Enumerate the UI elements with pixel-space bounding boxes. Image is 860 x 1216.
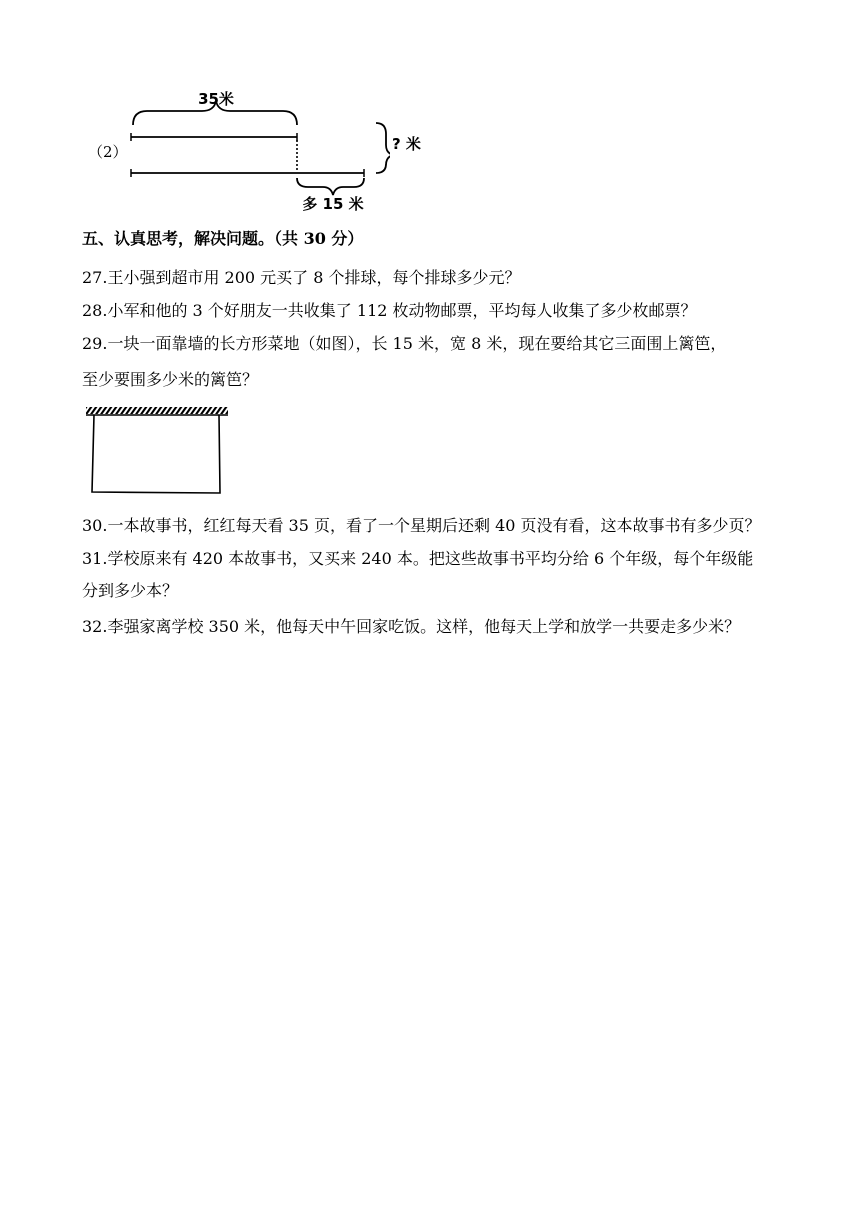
problem-32 <box>82 614 740 640</box>
problem-text-line: 至少要围多少米的篱笆？ <box>82 370 259 389</box>
problem-text-line: 30.一本故事书，红红每天看 35 页，看了一个星期后还剩 40 页没有看，这本故事书有多少页？ <box>82 516 761 535</box>
problem-text-line: 29.一块一面靠墙的长方形菜地（如图），长 15 米，宽 8 米，现在要给其它三面围上篱笆， <box>82 334 727 353</box>
problem-30 <box>82 513 761 539</box>
wall-hatch <box>86 407 228 414</box>
problem-31 <box>82 546 753 604</box>
bottom-brace <box>297 178 364 195</box>
diagram-top-label: 35米 <box>198 90 234 108</box>
garden-rectangle <box>92 415 220 493</box>
diagram-item-number: （2） <box>88 143 128 161</box>
top-brace <box>133 101 297 125</box>
problem-text-line: 分到多少本？ <box>82 581 179 600</box>
diagram-right-label: ? 米 <box>392 135 421 153</box>
problem-text-line: 32.李强家离学校 350 米，他每天中午回家吃饭。这样，他每天上学和放学一共要走多少米？ <box>82 617 741 636</box>
line-segment-diagram <box>120 100 390 200</box>
problem-text-line: 27.王小强到超市用 200 元买了 8 个排球，每个排球多少元？ <box>82 268 521 287</box>
section-heading: 五、认真思考，解决问题。（共 30 分） <box>82 229 364 248</box>
problem-27 <box>82 265 521 291</box>
right-brace <box>376 123 390 173</box>
problem-28 <box>82 298 697 324</box>
problem-text-line: 31.学校原来有 420 本故事书，又买来 240 本。把这些故事书平均分给 6 个年级，每个年级能 <box>82 549 754 568</box>
problem-text-line: 28.小军和他的 3 个好朋友一共收集了 112 枚动物邮票，平均每人收集了多少枚邮票？ <box>82 301 697 320</box>
garden-plot-figure <box>82 404 232 500</box>
diagram-bottom-label: 多 15 米 <box>302 195 364 213</box>
problem-29 <box>82 331 726 393</box>
